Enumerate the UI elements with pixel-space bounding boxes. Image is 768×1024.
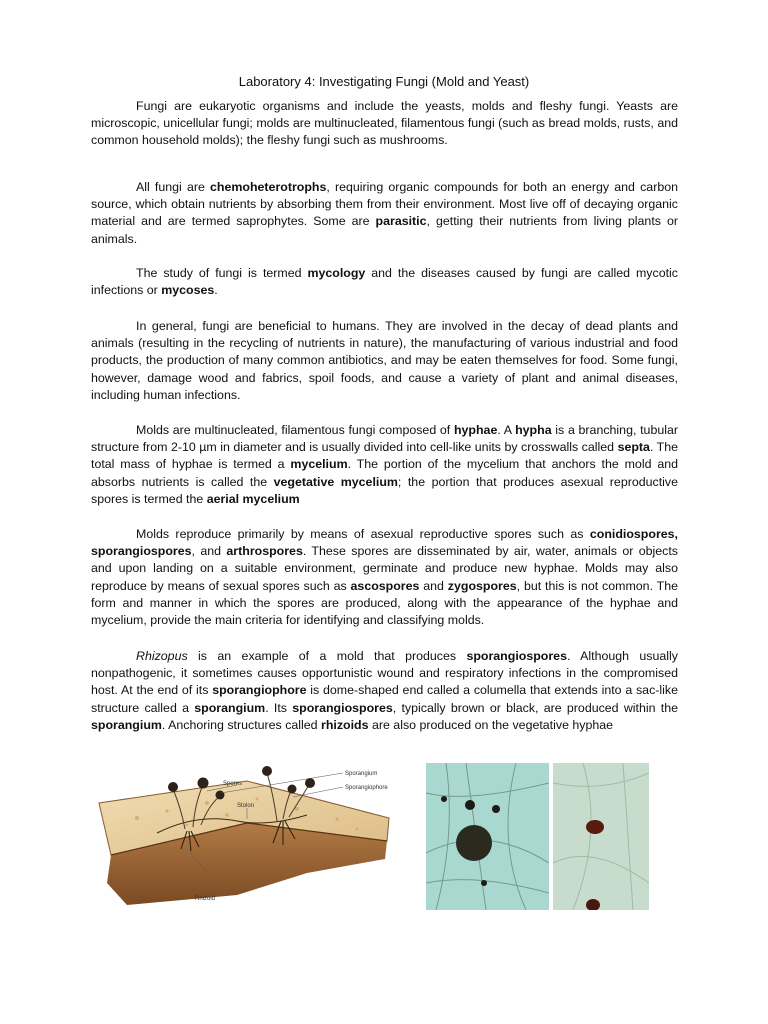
text-run: Molds reproduce primarily by means of asexual reproductive spores such as xyxy=(136,527,590,541)
text-run: are also produced on the vegetative hyphae xyxy=(368,717,614,732)
bread-mold-illustration xyxy=(97,763,395,905)
bold-term: sporangium xyxy=(91,717,162,732)
text-run: . These spores are disseminated by air, water, animals or objects and upon landing on a suitable environment, germinate and produce new hyphae. Molds may also reproduce by means of sexual spores such as xyxy=(91,544,678,593)
text-run: is an example of a mold that produces xyxy=(187,649,467,663)
bold-term: mycology xyxy=(307,266,366,280)
text-run: . A xyxy=(497,423,516,437)
text-run: . The portion of the mycelium that anchors the mold and absorbs nutrients is called the xyxy=(91,457,679,489)
text-run: In general, fungi are beneficial to humans. They are involved in the decay of dead plants and animals (resulting in the recycling of nutrients in nature), the manufacturing of various industrial and food products, the production of many common antibiotics, and may be eaten themselves for food. Some fungi, however, damage wood and fabrics, spoil foods, and cause a variety of plant and animal diseases, including human infections. xyxy=(91,319,678,402)
bold-term: aerial mycelium xyxy=(206,491,300,506)
text-run: . Although usually nonpathogenic, it sometimes causes opportunistic wound and respiratory infections in the compromised host. At the end of its xyxy=(91,649,678,698)
text-run: , but this is not common. The form and manner in which the spores are produced, along with the appearance of the hyphae and mycelium, provide the main criteria for identifying and classifying molds. xyxy=(91,578,678,628)
bold-term: mycoses xyxy=(161,283,215,298)
label-sporangium: Sporangium xyxy=(345,771,378,777)
bold-term: rhizoids xyxy=(321,717,369,732)
paragraph-chemoheterotrophs xyxy=(91,179,678,248)
bold-term: sporangiospores xyxy=(292,700,393,715)
label-sporangiophore: Sporangiophore xyxy=(345,785,388,791)
paragraph-rhizopus xyxy=(91,648,678,734)
text-run: , typically brown or black, are produced within the xyxy=(392,700,679,715)
text-run: . The total mass of hyphae is termed a xyxy=(91,440,679,472)
bold-term: septa xyxy=(617,440,650,455)
bold-term: ascospores xyxy=(350,578,420,593)
text-run: Molds are multinucleated, filamentous fungi composed of xyxy=(136,423,454,437)
bold-term: vegetative mycelium xyxy=(273,474,398,489)
bold-term: sporangiospores xyxy=(91,544,192,559)
text-run: , and xyxy=(191,544,227,559)
text-run: . xyxy=(214,283,218,298)
paragraph-beneficial xyxy=(91,318,678,404)
rhizopus-micrograph-spore xyxy=(553,763,649,910)
text-run: All fungi are xyxy=(136,180,211,194)
text-run: ; the portion that produces asexual reproductive spores is termed the xyxy=(91,474,678,506)
text-run: , requiring organic compounds for both an energy and carbon source, which obtain nutrients by absorbing them from their environment. Most live off of decaying organic material and are termed saprophytes. Some are xyxy=(91,180,678,229)
bold-term: arthrospores xyxy=(226,544,303,559)
text-run: , getting their nutrients from living plants or animals. xyxy=(91,214,678,246)
paragraph-mycology xyxy=(91,265,678,299)
bold-term: sporangiospores xyxy=(466,649,567,663)
label-rhizoid: Rhizoid xyxy=(195,896,216,902)
bold-term: sporangiophore xyxy=(212,683,307,698)
page-title: Laboratory 4: Investigating Fungi (Mold and Yeast) xyxy=(238,74,530,89)
label-spores: Spores xyxy=(223,781,243,787)
text-run: . Anchoring structures called xyxy=(161,717,322,732)
text-run: and the diseases caused by fungi are called mycotic infections or xyxy=(91,266,678,298)
text-run: The study of fungi is termed xyxy=(136,266,308,280)
italic-term: Rhizopus xyxy=(136,649,188,663)
bold-term: parasitic xyxy=(375,214,427,229)
paragraph-molds-hyphae xyxy=(91,422,678,508)
text-run: Fungi are eukaryotic organisms and include the yeasts, molds and fleshy fungi. Yeasts are microscopic, unicellular fungi; molds are multinucleated, filamentous fungi (such as bread molds, rusts, and common household molds); the fleshy fungi such as mushrooms. xyxy=(91,99,678,148)
paragraph-fungi-intro xyxy=(91,98,678,150)
paragraph-mold-reproduction xyxy=(91,526,678,629)
bold-term: chemoheterotrophs xyxy=(210,180,327,194)
bold-term: zygospores xyxy=(447,578,517,593)
bold-term: conidiospores, xyxy=(589,527,678,541)
text-run: is a branching, tubular structure from 2-10 µm in diameter and is usually divided into cell-like units by crosswalls called xyxy=(91,423,678,455)
bold-term: hypha xyxy=(515,423,552,437)
bold-term: mycelium xyxy=(290,457,348,472)
bold-term: sporangium xyxy=(194,700,266,715)
rhizopus-micrograph-sporangium xyxy=(426,763,549,910)
label-stolon: Stolon xyxy=(237,803,255,809)
bold-term: hyphae xyxy=(453,423,498,437)
text-run: and xyxy=(419,578,448,593)
text-run: . Its xyxy=(265,700,293,715)
text-run: is dome-shaped end called a columella that extends into a sac-like structure called a xyxy=(91,683,678,715)
